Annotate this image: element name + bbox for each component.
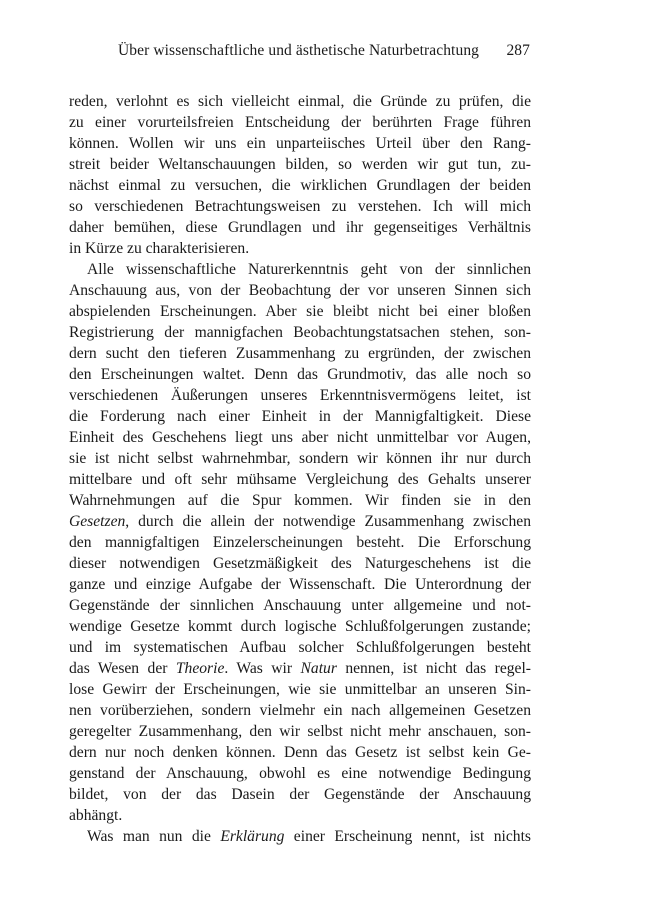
text-line: nen vorüberziehen, sondern vielmehr ein nach allgemeinen Gesetzen [69,702,531,719]
text-line: zu einer vorurteilsfreien Entscheidung der berührten Frage führen [69,114,531,131]
text-segment: , durch die allein der notwendige Zusammenhang zwischen [125,513,531,530]
paragraph-start-line: Alle wissenschaftliche Naturerkenntnis geht von der sinnlichen [87,261,531,278]
text-line: Einheit des Geschehens liegt uns aber nicht unmittelbar vor Augen, [69,429,531,446]
text-line: geregelter Zusammenhang, den wir selbst nicht mehr anschauen, son- [69,723,531,740]
text-line: ganze und einzige Aufgabe der Wissenschaft. Die Unterordnung der [69,576,531,593]
running-title: Über wissenschaftliche und ästhetische Naturbetrachtung [118,42,480,59]
text-segment: . Was wir [224,660,301,677]
text-line: Gegenstände der sinnlichen Anschauung unter allgemeine und not- [69,597,531,614]
text-line: dieser notwendigen Gesetzmäßigkeit des Naturgeschehens ist die [69,555,531,572]
text-line: wendige Gesetze kommt durch logische Schlußfolgerungen zustande; [69,618,531,635]
emphasis: Natur [300,660,337,677]
text-segment: nennen, ist nicht das regel- [336,660,531,677]
text-line: so verschiedenen Betrachtungsweisen zu verstehen. Ich will mich [69,198,531,215]
text-line: daher bemühen, diese Grundlagen und ihr gegenseitiges Verhältnis [69,219,531,236]
text-line [69,511,531,532]
page-number: 287 [506,42,530,59]
text-line: genstand der Anschauung, obwohl es eine notwendige Bedingung [69,765,531,782]
text-line: können. Wollen wir uns ein unparteiisches Urteil über den Rang- [69,135,531,152]
text-segment: einer Erscheinung nennt, ist nichts [284,828,531,845]
text-line: Anschauung aus, von der Beobachtung der vor unseren Sinnen sich [69,282,531,299]
text-line: verschiedenen Äußerungen unseres Erkenntnisvermögens leitet, ist [69,387,531,404]
text-segment: Was man nun die [87,828,221,845]
text-line: mittelbare und oft sehr mühsame Vergleichung des Gehalts unserer [69,471,531,488]
text-line: lose Gewirr der Erscheinungen, wie sie unmittelbar an unseren Sin- [69,681,531,698]
paragraph-start-line [69,826,531,847]
text-line: Wahrnehmungen auf die Spur kommen. Wir finden sie in den [69,492,531,509]
text-line: Registrierung der mannigfachen Beobachtungstatsachen stehen, son- [69,324,531,341]
emphasis: Gesetzen [69,513,126,530]
text-segment: das Wesen der [69,660,176,677]
text-line: sie ist nicht selbst wahrnehmbar, sondern wir können ihr nur durch [69,450,531,467]
text-line: abspielenden Erscheinungen. Aber sie bleibt nicht bei einer bloßen [69,303,531,320]
text-line: streit beider Weltanschauungen bilden, so werden wir gut tun, zu- [69,156,531,173]
emphasis: Erklärung [220,828,285,845]
text-line: bildet, von der das Dasein der Gegenstände der Anschauung [69,786,531,803]
text-line: reden, verlohnt es sich vielleicht einmal, die Gründe zu prüfen, die [69,93,531,110]
text-line: die Forderung nach einer Einheit in der Mannigfaltigkeit. Diese [69,408,531,425]
text-line: den mannigfaltigen Einzelerscheinungen besteht. Die Erforschung [69,534,531,551]
text-line: abhängt. [69,807,123,824]
emphasis: Theorie [175,660,225,677]
text-line: dern sucht den tieferen Zusammenhang zu ergründen, der zwischen [69,345,531,362]
text-line: in Kürze zu charakterisieren. [69,240,250,257]
text-line: den Erscheinungen waltet. Denn das Grundmotiv, das alle noch so [69,366,531,383]
text-line: und im systematischen Aufbau solcher Schlußfolgerungen besteht [69,639,531,656]
text-line [69,658,531,679]
body-text [69,91,531,847]
text-line: dern nur noch denken können. Denn das Gesetz ist selbst kein Ge- [69,744,531,761]
text-line: nächst einmal zu versuchen, die wirklichen Grundlagen der beiden [69,177,531,194]
